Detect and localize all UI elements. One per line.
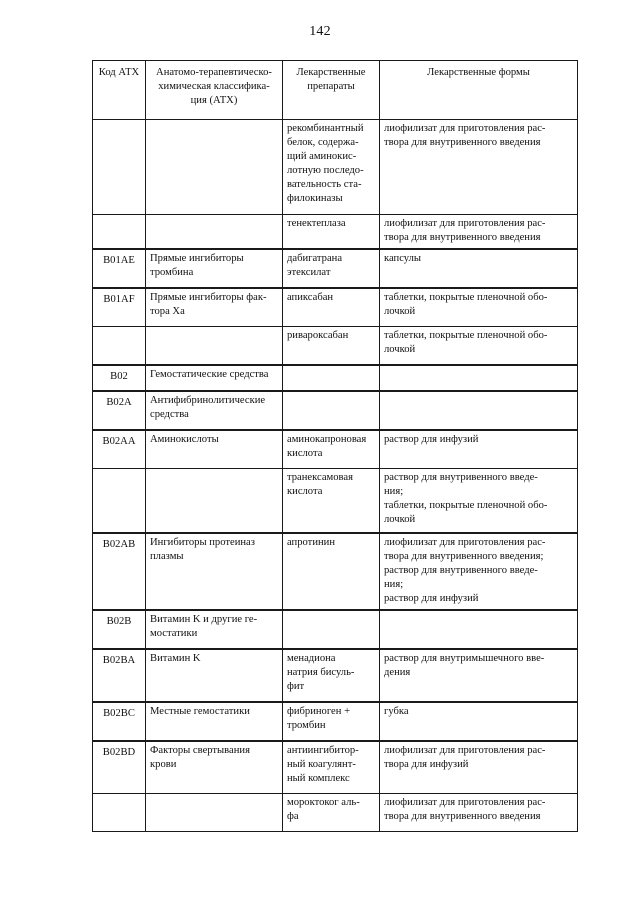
atc-code-cell	[93, 215, 146, 250]
table-row	[93, 365, 578, 391]
dosage-form-cell: раствор для внутримышечного вве- дения	[380, 649, 578, 702]
table-row	[93, 215, 578, 250]
classification-cell: Прямые ингибиторы тромбина	[146, 249, 283, 288]
classification-cell: Факторы свертывания крови	[146, 741, 283, 794]
drug-cell: мороктоког аль- фа	[283, 794, 380, 832]
atc-code-cell	[93, 469, 146, 534]
classification-cell: Антифибринолитические средства	[146, 391, 283, 430]
classification-cell: Аминокислоты	[146, 430, 283, 469]
drug-cell: транексамовая кислота	[283, 469, 380, 534]
table-row	[93, 249, 578, 288]
classification-cell	[146, 469, 283, 534]
atc-code-cell: B02B	[93, 610, 146, 649]
drug-cell: тенектеплаза	[283, 215, 380, 250]
dosage-form-cell	[380, 391, 578, 430]
header-classification: Анатомо-терапевтическо- химическая классифика- ция (АТХ)	[146, 61, 283, 120]
table-row	[93, 120, 578, 215]
atc-code-cell: B02AA	[93, 430, 146, 469]
drug-cell: менадиона натрия бисуль- фит	[283, 649, 380, 702]
dosage-form-cell	[380, 610, 578, 649]
atc-code-cell: B02AB	[93, 533, 146, 610]
dosage-form-cell: таблетки, покрытые пленочной обо- лочкой	[380, 327, 578, 366]
classification-cell	[146, 120, 283, 215]
atc-drug-table	[92, 60, 578, 832]
atc-code-cell: B02BA	[93, 649, 146, 702]
drug-cell: апиксабан	[283, 288, 380, 327]
header-atc-code: Код АТХ	[93, 61, 146, 120]
drug-cell: фибриноген + тромбин	[283, 702, 380, 741]
table-row	[93, 288, 578, 327]
atc-code-cell	[93, 327, 146, 366]
dosage-form-cell	[380, 365, 578, 391]
dosage-form-cell: раствор для инфузий	[380, 430, 578, 469]
dosage-form-cell: лиофилизат для приготовления рас- твора для внутривенного введения	[380, 215, 578, 250]
atc-code-cell: B02	[93, 365, 146, 391]
classification-cell: Витамин K	[146, 649, 283, 702]
drug-cell: рекомбинантный белок, содержа- щий аминокис- лотную последо- вательность ста- филокиназы	[283, 120, 380, 215]
page-number: 142	[309, 24, 331, 39]
header-dosage-forms: Лекарственные формы	[380, 61, 578, 120]
table-header-row	[93, 61, 578, 120]
atc-code-cell	[93, 794, 146, 832]
dosage-form-cell: раствор для внутривенного введе- ния; таблетки, покрытые пленочной обо- лочкой	[380, 469, 578, 534]
table-row	[93, 533, 578, 610]
dosage-form-cell: губка	[380, 702, 578, 741]
drug-cell	[283, 391, 380, 430]
classification-cell	[146, 327, 283, 366]
classification-cell: Витамин K и другие ге- мостатики	[146, 610, 283, 649]
table-row	[93, 794, 578, 832]
classification-cell	[146, 794, 283, 832]
atc-code-cell: B01AF	[93, 288, 146, 327]
table-row	[93, 610, 578, 649]
dosage-form-cell: лиофилизат для приготовления рас- твора для внутривенного введения	[380, 120, 578, 215]
classification-cell	[146, 215, 283, 250]
dosage-form-cell: лиофилизат для приготовления рас- твора для внутривенного введения	[380, 794, 578, 832]
drug-cell	[283, 365, 380, 391]
table-row	[93, 649, 578, 702]
table-row	[93, 327, 578, 366]
atc-code-cell: B02A	[93, 391, 146, 430]
drug-cell: апротинин	[283, 533, 380, 610]
table-row	[93, 702, 578, 741]
drug-cell: аминокапроновая кислота	[283, 430, 380, 469]
classification-cell: Прямые ингибиторы фак- тора Xa	[146, 288, 283, 327]
atc-code-cell	[93, 120, 146, 215]
atc-code-cell: B02BD	[93, 741, 146, 794]
dosage-form-cell: таблетки, покрытые пленочной обо- лочкой	[380, 288, 578, 327]
atc-code-cell: B01AE	[93, 249, 146, 288]
drug-cell	[283, 610, 380, 649]
classification-cell: Местные гемостатики	[146, 702, 283, 741]
atc-code-cell: B02BC	[93, 702, 146, 741]
table-row	[93, 469, 578, 534]
table-row	[93, 430, 578, 469]
table-row	[93, 741, 578, 794]
dosage-form-cell: капсулы	[380, 249, 578, 288]
drug-cell: ривароксабан	[283, 327, 380, 366]
classification-cell: Ингибиторы протеиназ плазмы	[146, 533, 283, 610]
dosage-form-cell: лиофилизат для приготовления рас- твора для инфузий	[380, 741, 578, 794]
classification-cell: Гемостатические средства	[146, 365, 283, 391]
drug-cell: дабигатрана этексилат	[283, 249, 380, 288]
dosage-form-cell: лиофилизат для приготовления рас- твора для внутривенного введения; раствор для внутривенного введе- ния; раствор для инфузий	[380, 533, 578, 610]
table-row	[93, 391, 578, 430]
header-drugs: Лекарственные препараты	[283, 61, 380, 120]
drug-cell: антиингибитор- ный коагулянт- ный комплекс	[283, 741, 380, 794]
